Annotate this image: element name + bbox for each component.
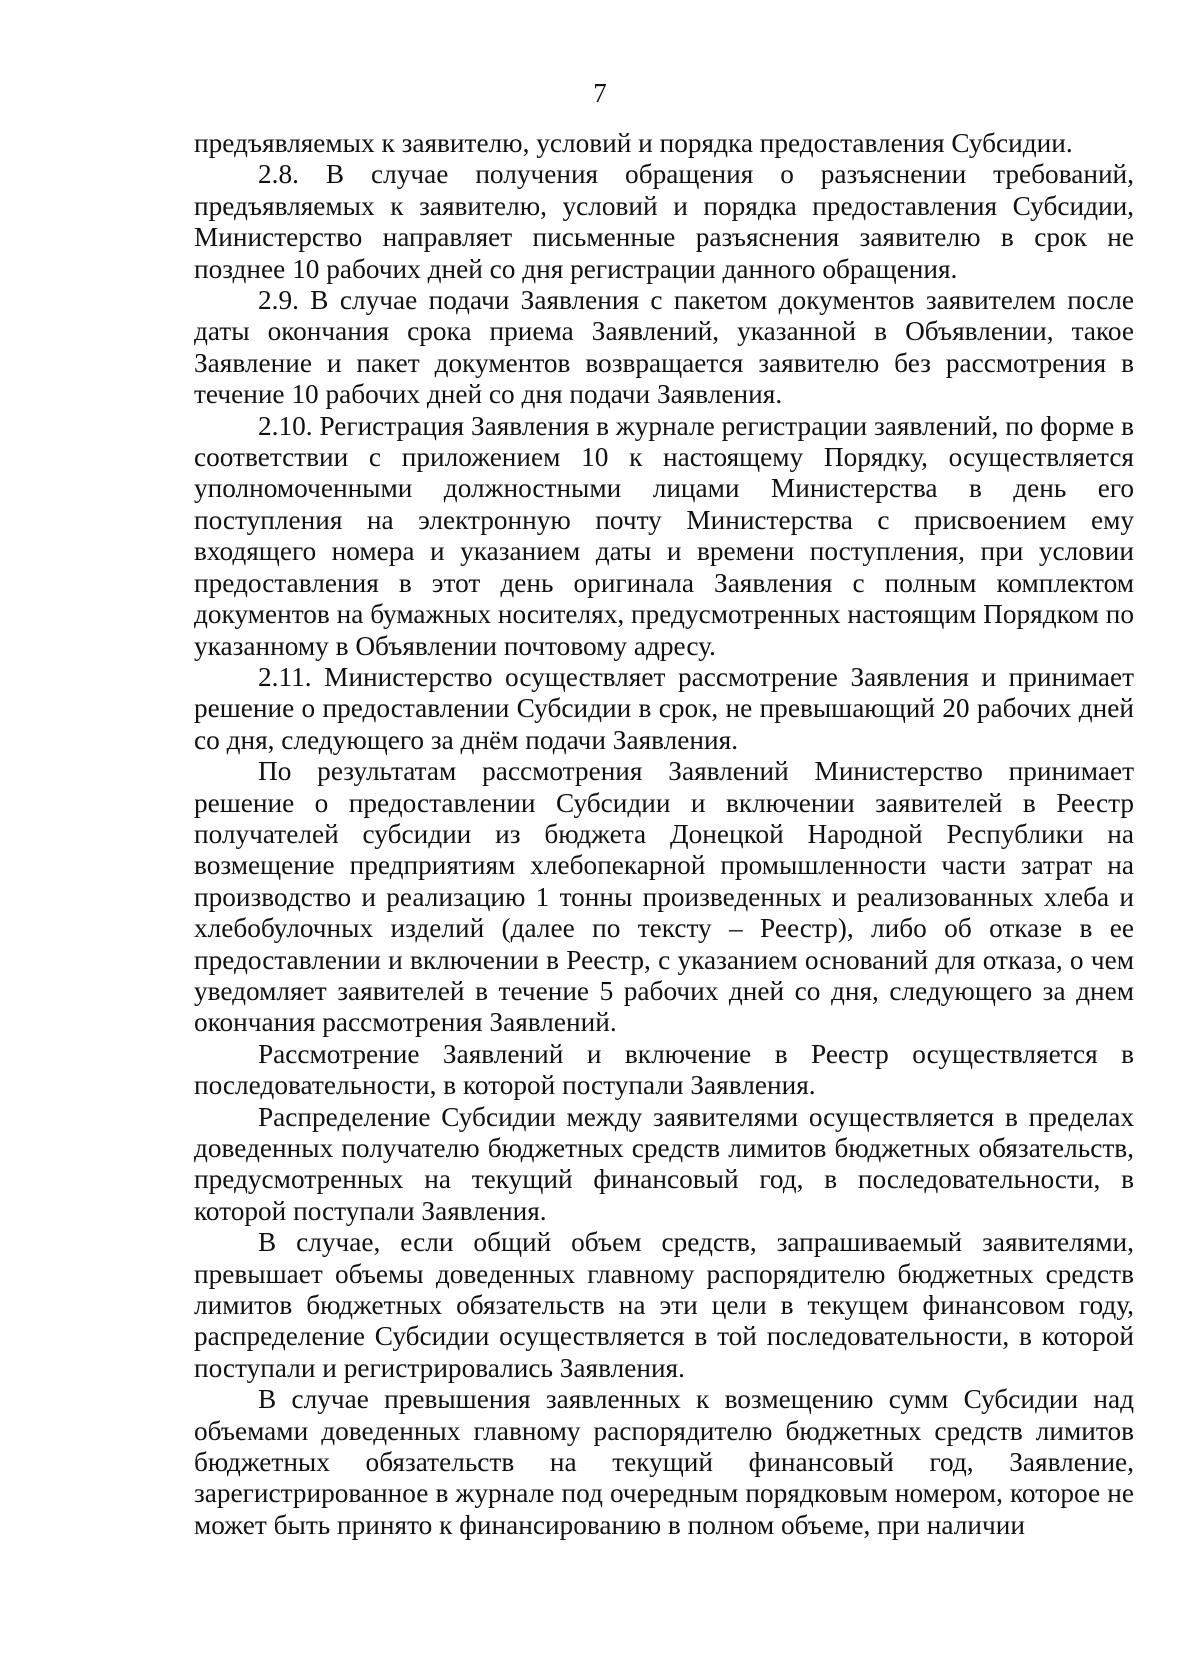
paragraph-volume-exceeds: В случае, если общий объем средств, запрашиваемый заявителями, превышает объемы доведенных главному распорядителю бюджетных средств лимитов бюджетных обязательств на эти цели в текущем финансовом году, распределение Субсидии осуществляется в той последовательности, в которой поступали и регистрировались Заявления. bbox=[194, 1227, 1134, 1383]
paragraph-continuation: предъявляемых к заявителю, условий и порядка предоставления Субсидии. bbox=[194, 128, 1073, 158]
paragraph-excess-claims: В случае превышения заявленных к возмещению сумм Субсидии над объемами доведенных главному распорядителю бюджетных средств лимитов бюджетных обязательств на текущий финансовый год, Заявление, зарегистрированное в журнале под очередным порядковым номером, которое не может быть принято к финансированию в полном объеме, при наличии bbox=[194, 1384, 1134, 1540]
paragraph-2-10: 2.10. Регистрация Заявления в журнале регистрации заявлений, по форме в соответствии с приложением 10 к настоящему Порядку, осуществляется уполномоченными должностными лицами Министерства в день его поступления на электронную почту Министерства с присвоением ему входящего номера и указанием даты и времени поступления, при условии предоставления в этот день оригинала Заявления с полным комплектом документов на бумажных носителях, предусмотренных настоящим Порядком по указанному в Объявлении почтовому адресу. bbox=[194, 410, 1134, 661]
paragraph-review-results: По результатам рассмотрения Заявлений Министерство принимает решение о предоставлении Субсидии и включении заявителей в Реестр получателей субсидии из бюджета Донецкой Народной Республики на возмещение предприятиям хлебопекарной промышленности части затрат на производство и реализацию 1 тонны произведенных и реализованных хлеба и хлебобулочных изделий (далее по тексту – Реестр), либо об отказе в ее предоставлении и включении в Реестр, с указанием оснований для отказа, о чем уведомляет заявителей в течение 5 рабочих дней со дня, следующего за днем окончания рассмотрения Заявлений. bbox=[194, 756, 1134, 1038]
page-number: 7 bbox=[593, 78, 607, 108]
paragraph-2-11: 2.11. Министерство осуществляет рассмотрение Заявления и принимает решение о предоставлении Субсидии в срок, не превышающий 20 рабочих дней со дня, следующего за днём подачи Заявления. bbox=[194, 661, 1134, 755]
paragraph-2-8: 2.8. В случае получения обращения о разъяснении требований, предъявляемых к заявителю, условий и порядка предоставления Субсидии, Министерство направляет письменные разъяснения заявителю в срок не позднее 10 рабочих дней со дня регистрации данного обращения. bbox=[194, 159, 1134, 284]
paragraph-2-9: 2.9. В случае подачи Заявления с пакетом документов заявителем после даты окончания срока приема Заявлений, указанной в Объявлении, такое Заявление и пакет документов возвращается заявителю без рассмотрения в течение 10 рабочих дней со дня подачи Заявления. bbox=[194, 285, 1134, 410]
paragraph-subsidy-distribution: Распределение Субсидии между заявителями осуществляется в пределах доведенных получателю бюджетных средств лимитов бюджетных обязательств, предусмотренных на текущий финансовый год, в последовательности, в которой поступали Заявления. bbox=[194, 1101, 1134, 1226]
document-body bbox=[194, 128, 1134, 1541]
paragraph-review-order: Рассмотрение Заявлений и включение в Реестр осуществляется в последовательности, в которой поступали Заявления. bbox=[194, 1038, 1134, 1101]
